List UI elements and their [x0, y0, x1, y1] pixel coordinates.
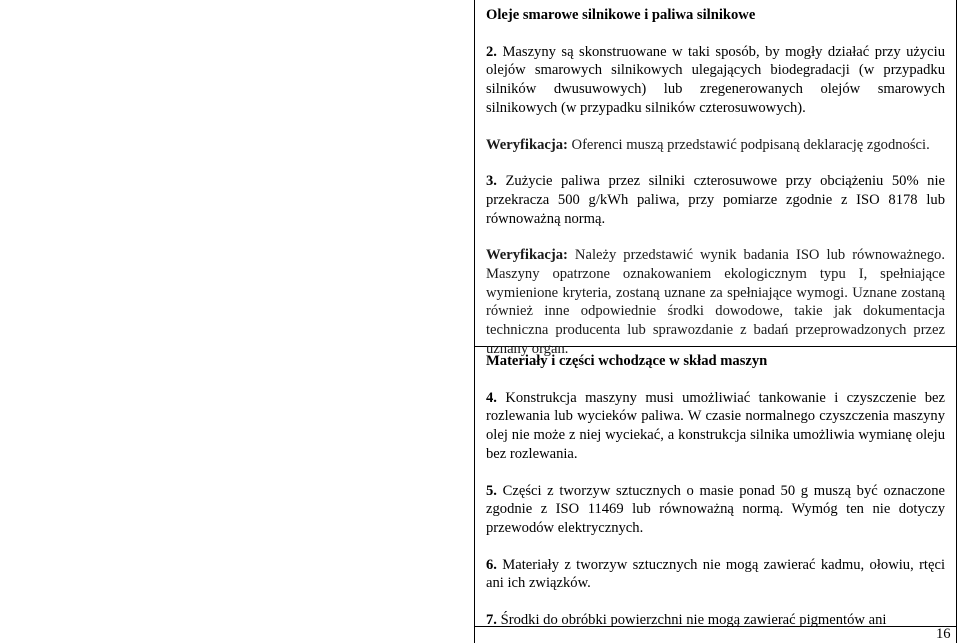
verification-label: Weryfikacja:: [486, 247, 568, 264]
criterion-5: [486, 482, 945, 538]
section-fuel-oils: [486, 6, 945, 359]
criterion-text: Materiały z tworzyw sztucznych nie mogą zawierać kadmu, ołowiu, rtęci ani ich związków.: [486, 556, 945, 592]
criterion-2: [486, 43, 945, 118]
criterion-number: 5.: [486, 482, 497, 499]
criterion-text: Maszyny są skonstruowane w taki sposób, by mogły działać przy użyciu olejów smarowych silnikowych ulegających biodegradacji (w przypadku silników dwusuwowych) lub zregenerowanych olejów smarowych silnikowych (w przypadku silników czterosuwowych).: [486, 43, 945, 116]
table-left-border: [474, 0, 475, 643]
verification-text: Należy przedstawić wynik badania ISO lub równoważnego. Maszyny opatrzone oznakowaniem ekologicznym typu I, spełniające wymienione kryteria, zostaną uznane za spełniające wymogi. Uznane zostaną również inne odpowiednie środki dowodowe, takie jak dokumentacja techniczna producenta lub sprawozdanie z badań przeprowadzonych przez uznany organ.: [486, 247, 945, 357]
criterion-number: 2.: [486, 43, 497, 60]
verification-text: Oferenci muszą przedstawić podpisaną deklarację zgodności.: [571, 136, 930, 153]
section-materials: [486, 352, 945, 630]
criterion-text: Zużycie paliwa przez silniki czterosuwowe przy obciążeniu 50% nie przekracza 500 g/kWh paliwa, przy pomiarze zgodnie z ISO 8178 lub równoważną normą.: [486, 173, 945, 227]
criterion-3: [486, 172, 945, 228]
criterion-text: Konstrukcja maszyny musi umożliwiać tankowanie i czyszczenie bez rozlewania lub wycieków paliwa. W czasie normalnego czyszczenia maszyny olej nie może z niej wyciekać, a konstrukcja silnika umożliwia wymianę oleju bez rozlewania.: [486, 389, 945, 462]
criterion-number: 4.: [486, 389, 497, 406]
document-table: [474, 0, 957, 643]
section-title: Oleje smarowe silnikowe i paliwa silnikowe: [486, 7, 756, 23]
criterion-6: [486, 556, 945, 593]
criterion-text: Części z tworzyw sztucznych o masie ponad 50 g muszą być oznaczone zgodnie z ISO 11469 lub równoważną normą. Wymóg ten nie dotyczy przewodów elektrycznych.: [486, 482, 945, 536]
criterion-number: 6.: [486, 556, 497, 573]
criterion-text: Środki do obróbki powierzchni nie mogą zawierać pigmentów ani: [500, 612, 887, 629]
criterion-number: 7.: [486, 612, 497, 629]
criterion-4: [486, 389, 945, 464]
page-number: 16: [936, 626, 951, 642]
criterion-number: 3.: [486, 173, 497, 190]
table-right-border: [956, 0, 957, 643]
section-title: Materiały i części wchodzące w skład maszyn: [486, 353, 768, 369]
criterion-7: [486, 611, 945, 630]
verification-1: [486, 136, 945, 155]
verification-label: Weryfikacja:: [486, 136, 568, 153]
verification-2: [486, 246, 945, 358]
